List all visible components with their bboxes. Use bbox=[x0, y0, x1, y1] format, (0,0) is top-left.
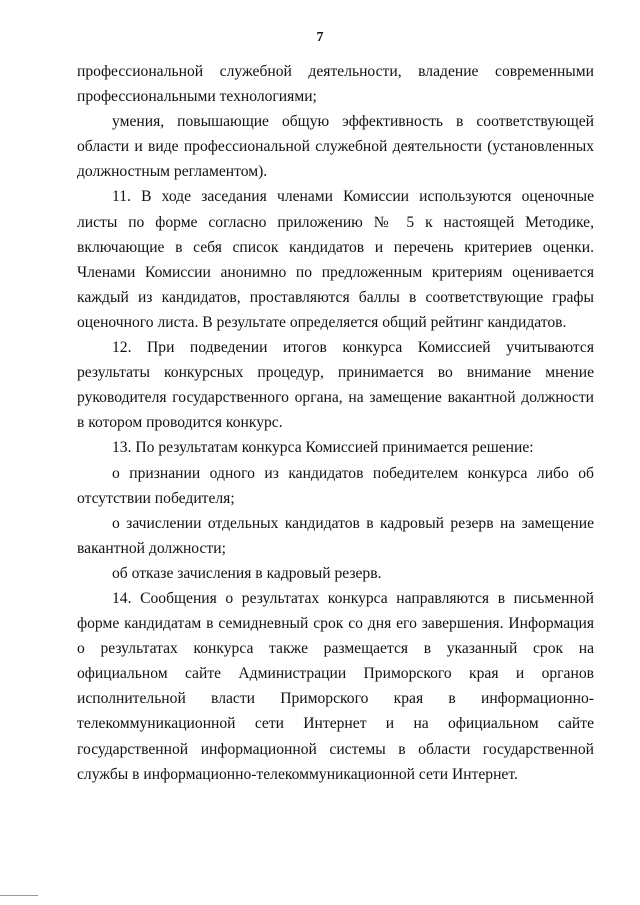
paragraph-continuation: профессиональной служебной деятельности, владение современными профессиональными технологиями; bbox=[77, 63, 594, 106]
paragraph-skills: умения, повышающие общую эффективность в соответствующей области и виде профессиональной служебной деятельности (установленных должностным регламентом). bbox=[77, 113, 594, 181]
page-number: 7 bbox=[316, 30, 324, 45]
paragraph-11: 11. В ходе заседания членами Комиссии используются оценочные листы по форме согласно приложению № 5 к настоящей Методике, включающие в себя список кандидатов и перечень критериев оценки. Членами Комиссии анонимно по предложенным критериям оценивается каждый из кандидатов, проставляются баллы в соответствующие графы оценочного листа. В результате определяется общий рейтинг кандидатов. bbox=[77, 188, 594, 331]
paragraph-13: 13. По результатам конкурса Комиссией принимается решение: bbox=[112, 439, 534, 457]
decision-item-reserve: о зачислении отдельных кандидатов в кадровый резерв на замещение вакантной должности; bbox=[77, 514, 594, 557]
paragraph-14: 14. Сообщения о результатах конкурса направляются в письменной форме кандидатам в семидневный срок со дня его завершения. Информация о результатах конкурса также размещается в указанный срок на официальном сайте Администрации Приморского края и органов исполнительной власти Приморского края в информационно-телекоммуникационной сети Интернет и на официальном сайте государственной информационной системы в области государственной службы в информационно-телекоммуникационной сети Интернет. bbox=[77, 589, 594, 783]
decision-item-winner: о признании одного из кандидатов победителем конкурса либо об отсутствии победителя; bbox=[77, 464, 594, 507]
paragraph-12: 12. При подведении итогов конкурса Комиссией учитываются результаты конкурсных процедур, принимается во внимание мнение руководителя государственного органа, на замещение вакантной должности в котором проводится конкурс. bbox=[77, 339, 594, 432]
footer-divider bbox=[0, 895, 38, 896]
decision-item-refusal: об отказе зачисления в кадровый резерв. bbox=[112, 564, 382, 582]
document-body bbox=[77, 59, 594, 787]
